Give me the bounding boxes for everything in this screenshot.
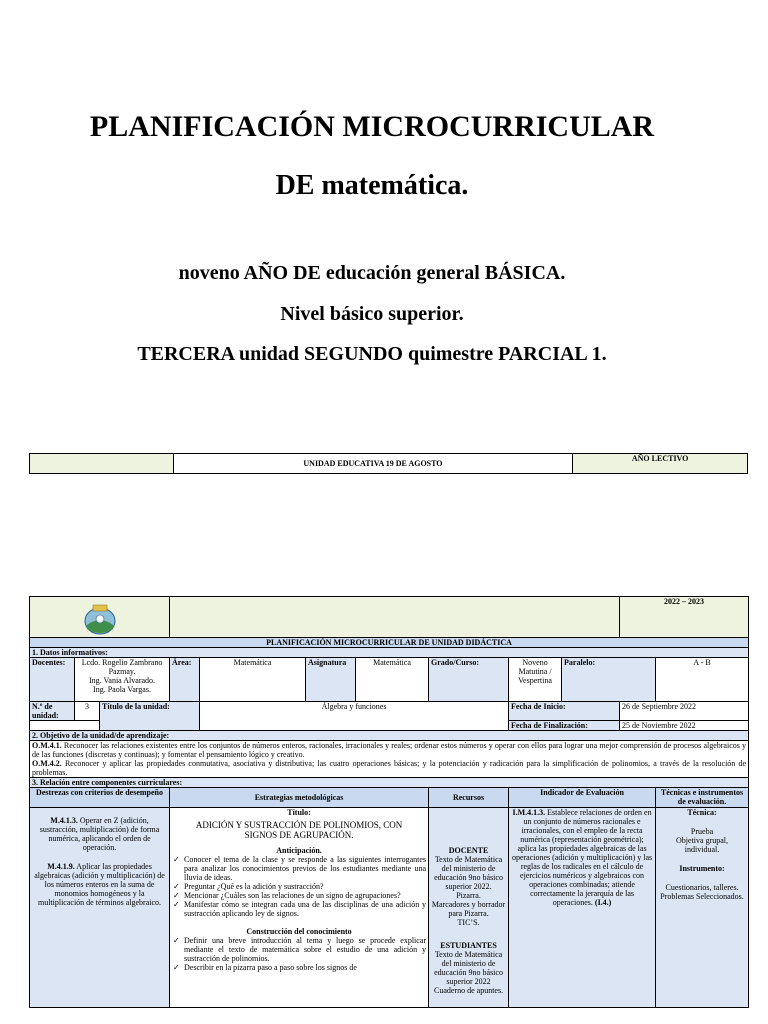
col-estrategias: Estrategias metodológicas	[170, 788, 429, 808]
docente-rec-3: Marcadores y borrador para Pizarra.	[431, 900, 506, 918]
docente-label: DOCENTE	[448, 846, 489, 855]
docente-2: Ing. Vania Alvarado.	[88, 676, 156, 685]
titulo-unidad-value: Álgebra y funciones	[200, 702, 509, 731]
tecnica-1: Prueba	[690, 827, 714, 836]
destrezas-cell	[30, 808, 170, 1008]
titulo-unidad-label: Título de la unidad:	[100, 702, 200, 731]
banner-empty-cell	[30, 454, 174, 474]
school-year-label: AÑO LECTIVO	[573, 454, 748, 474]
anticipacion-item: ✓ Conocer el tema de la clase y se responde a las siguientes interrogantes para analizar los conocimientos previos de los estudiantes mediante una lluvia de ideas.	[172, 855, 426, 882]
grado-value	[509, 658, 562, 702]
instrumento-1: Cuestionarios, talleres.	[665, 883, 739, 892]
construccion-list	[172, 936, 426, 972]
col-recursos: Recursos	[429, 788, 509, 808]
docente-1: Lcdo. Rogelio Zambrano	[81, 658, 163, 667]
docente-3: Ing. Paola Vargas.	[93, 685, 151, 694]
tecnica-label: Técnica:	[687, 808, 717, 817]
section-1-label: 1. Datos informativos:	[30, 648, 749, 658]
estrategias-cell	[170, 808, 429, 1008]
school-logo-cell	[30, 597, 170, 638]
instrumento-label: Instrumento:	[679, 864, 725, 873]
col-tecnicas: Técnicas e instrumentos de evaluación.	[656, 788, 749, 808]
level-line: Nivel básico superior.	[280, 303, 464, 325]
instrumento-2: Problemas Seleccionados.	[660, 892, 744, 901]
inicio-value: 26 de Septiembre 2022	[620, 702, 749, 721]
section-2-label: 2. Objetivo de la unidad/de aprendizaje:	[30, 731, 749, 741]
docente-1b: Pazmay.	[108, 667, 136, 676]
planning-table	[29, 596, 749, 1008]
objectives	[30, 741, 749, 778]
construccion-item: ✓ Describir en la pizarra paso a paso sobre los signos de	[172, 963, 426, 972]
recursos-cell	[429, 808, 509, 1008]
school-logo	[82, 601, 118, 637]
destreza-1: M.4.1.3. Operar en Z (adición, sustracción, multiplicación) de forma numérica, aplicando el orden de operación.	[39, 816, 160, 852]
grado-line-3: Vespertina	[518, 676, 552, 685]
fin-label: Fecha de Finalización:	[509, 721, 620, 731]
asignatura-label: Asignatura	[306, 658, 356, 702]
school-name: UNIDAD EDUCATIVA 19 DE AGOSTO	[173, 454, 573, 474]
area-value: Matemática	[200, 658, 306, 702]
unidad-blank	[30, 721, 100, 731]
school-banner	[29, 453, 748, 474]
grade-line: noveno AÑO DE educación general BÁSICA.	[178, 262, 566, 284]
inicio-label: Fecha de Inicio:	[509, 702, 620, 721]
document-title: PLANIFICACIÓN MICROCURRICULAR	[89, 110, 655, 143]
titulo-clase: ADICIÓN Y SUSTRACCIÓN DE POLINOMIOS, CON SIGNOS DE AGRUPACIÓN.	[195, 820, 403, 840]
docentes-list	[75, 658, 170, 702]
asignatura-value: Matemática	[356, 658, 429, 702]
unidad-value: 3	[75, 702, 100, 721]
paralelo-value: A - B	[656, 658, 749, 702]
tecnica-2: Objetiva grupal,	[676, 836, 729, 845]
objective-1: O.M.4.1. Reconocer las relaciones existentes entre los conjuntos de números enteros, racionales, irracionales y reales; ordenar estos números y operar con ellos para lograr una mejor comprensión de procesos algebraicos y de las funciones (discretas y continuas); y fomentar el pensamiento lógico y creativo.	[32, 741, 747, 759]
construccion-item: ✓ Definir una breve introducción al tema y luego se procede explicar mediante el texto de matemática sobre el estudio de una adición y sustracción de polinomios.	[172, 936, 426, 963]
school-year: 2022 – 2023	[620, 597, 749, 638]
paralelo-label: Paralelo:	[562, 658, 656, 702]
estudiantes-rec-2: Cuaderno de apuntes.	[433, 986, 504, 995]
unit-line: TERCERA unidad SEGUNDO quimestre PARCIAL 1.	[137, 343, 607, 365]
anticipacion-item: ✓ Preguntar ¿Qué es la adición y sustracción?	[172, 882, 426, 891]
grado-line-1: Noveno	[522, 658, 548, 667]
anticipacion-item: ✓ Manifestar cómo se integran cada una de las disciplinas de una adición y sustracción aplicando ley de signos.	[172, 900, 426, 918]
destreza-2: M.4.1.9. Aplicar las propiedades algebraicas (adición y multiplicación) de los números enteros en la suma de monomios homogéneos y la multiplicación de términos algebraico.	[34, 862, 165, 907]
document-subject: DE matemática.	[275, 170, 469, 201]
anticipacion-list	[172, 855, 426, 918]
plan-heading: PLANIFICACIÓN MICROCURRICULAR DE UNIDAD DIDÁCTICA	[30, 638, 749, 648]
docente-rec-1: Texto de Matemática del ministerio de educación 9no básico superior 2022.	[434, 855, 503, 891]
col-destrezas: Destrezas con criterios de desempeño	[30, 788, 170, 808]
header-blank	[170, 597, 620, 638]
anticipacion-item: ✓ Mencionar ¿Cuáles son las relaciones de un signo de agrupaciones?	[172, 891, 426, 900]
titulo-clase-label: Título:	[287, 808, 311, 817]
estudiantes-label: ESTUDIANTES	[440, 941, 497, 950]
indicador-cell: I.M.4.1.3. Establece relaciones de orden en un conjunto de números racionales e irracionales, con el empleo de la recta numérica (representación geométrica); aplica las propiedades algebraicas de las operaciones (adición y multiplicación) y las reglas de los radicales en el cálculo de ejercicios numéricos y algebraicos con operaciones combinadas; atiende correctamente la jerarquía de las operaciones. (I.4.)	[509, 808, 656, 1008]
col-indicador: Indicador de Evaluación	[509, 788, 656, 808]
grado-line-2: Matutina /	[518, 667, 552, 676]
construccion-label: Construcción del conocimiento	[246, 927, 352, 936]
fin-value: 25 de Noviembre 2022	[620, 721, 749, 731]
section-3-label: 3. Relación entre componentes curriculares:	[30, 778, 749, 788]
tecnica-3: individual.	[684, 845, 720, 854]
unidad-label: N.º de unidad:	[30, 702, 75, 721]
estudiantes-rec-1: Texto de Matemática del ministerio de educación 9no básico superior 2022	[434, 950, 503, 986]
grado-label: Grado/Curso:	[429, 658, 509, 702]
docentes-label: Docentes:	[30, 658, 75, 702]
anticipacion-label: Anticipación.	[276, 846, 322, 855]
tecnicas-cell	[656, 808, 749, 1008]
docente-rec-4: TIC’S.	[457, 918, 480, 927]
area-label: Área:	[170, 658, 200, 702]
objective-2: O.M.4.2. Reconocer y aplicar las propiedades conmutativa, asociativa y distributiva; las cuatro operaciones básicas; y la potenciación y radicación para la simplificación de polinomios, a través de la resolución de problemas.	[32, 759, 747, 777]
docente-rec-2: Pizarra.	[456, 891, 481, 900]
